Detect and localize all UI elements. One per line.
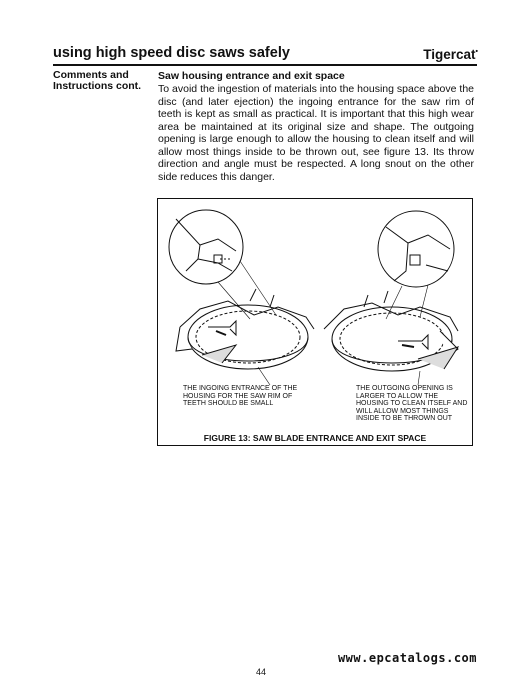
figure-13	[157, 198, 473, 446]
caption-outgoing-opening: THE OUTGOING OPENING IS LARGER TO ALLOW THE HOUSING TO CLEAN ITSELF AND WILL ALLOW MOST THINGS INSIDE TO BE THROWN OUT	[356, 385, 468, 422]
right-detail-magnifier	[378, 211, 454, 287]
right-saw-housing	[324, 291, 458, 371]
left-saw-housing	[176, 289, 314, 369]
section-body: To avoid the ingestion of materials into the housing space above the disc (and later ejection) the ingoing entrance for the saw rim of teeth is kept as small as practical. It is important that this high wear area be maintained at its original size and shape. The outgoing opening is large enough to allow the housing to clean itself and will allow most things inside to be thrown out, see figure 13. Its throw direction and angle must be respected. A long snout on the other side reduces this danger.	[158, 83, 474, 183]
left-detail-magnifier	[169, 210, 243, 284]
brand-mark: •	[475, 48, 478, 56]
footer-watermark-url: www.epcatalogs.com	[337, 651, 477, 665]
header-divider	[53, 64, 477, 66]
caption-ingoing-entrance: THE INGOING ENTRANCE OF THE HOUSING FOR THE SAW RIM OF TEETH SHOULD BE SMALL	[183, 385, 298, 407]
figure-title: FIGURE 13: SAW BLADE ENTRANCE AND EXIT SPACE	[203, 433, 427, 443]
page-number: 44	[256, 667, 267, 677]
brand-name-text: Tigercat	[423, 47, 476, 62]
side-label: Comments and Instructions cont.	[53, 69, 142, 92]
page-header-title: using high speed disc saws safely	[53, 45, 290, 61]
brand-name	[423, 47, 478, 62]
section-heading: Saw housing entrance and exit space	[158, 70, 345, 82]
